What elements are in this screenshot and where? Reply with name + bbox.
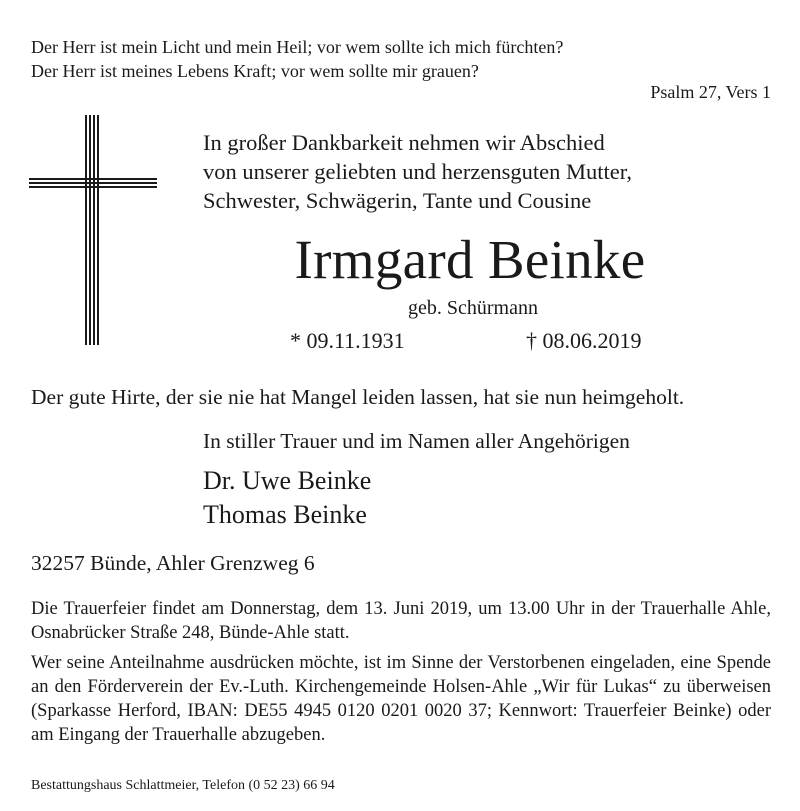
- verse-line-2: Der Herr ist meines Lebens Kraft; vor wem sollte mir grauen?: [31, 61, 479, 81]
- death-date: † 08.06.2019: [526, 328, 642, 353]
- funeral-notice: Die Trauerfeier findet am Donnerstag, dem 13. Juni 2019, um 13.00 Uhr in der Trauerhalle Ahle, Osnabrücker Straße 248, Bünde-Ahle statt.: [31, 599, 771, 643]
- maiden-name: geb. Schürmann: [408, 297, 538, 319]
- verse-reference: Psalm 27, Vers 1: [650, 82, 771, 102]
- intro-line-2: von unserer geliebten und herzensguten Mutter,: [203, 159, 632, 184]
- intro-line-3: Schwester, Schwägerin, Tante und Cousine: [203, 188, 592, 213]
- verse-line-1: Der Herr ist mein Licht und mein Heil; vor wem sollte ich mich fürchten?: [31, 37, 564, 57]
- signer-1: Dr. Uwe Beinke: [203, 466, 372, 495]
- intro-line-1: In großer Dankbarkeit nehmen wir Abschied: [203, 130, 605, 155]
- birth-date: * 09.11.1931: [290, 328, 405, 353]
- tribute-text: Der gute Hirte, der sie nie hat Mangel leiden lassen, hat sie nun heimgeholt.: [31, 385, 685, 409]
- mourning-line: In stiller Trauer und im Namen aller Angehörigen: [203, 429, 630, 453]
- address: 32257 Bünde, Ahler Grenzweg 6: [31, 551, 315, 575]
- donation-notice: Wer seine Anteilnahme ausdrücken möchte, ist im Sinne der Verstorbenen eingeladen, eine Spende an den Förderverein der Ev.-Luth. Kirchengemeinde Holsen-Ahle „Wir für Lukas“ zu überweisen (Sparkasse Herford, IBAN: DE55 4945 0120 0201 0020 37; Kennwort: Trauerfeier Beinke) oder am Eingang der Trauerhalle abzugeben.: [31, 653, 771, 745]
- deceased-name: Irmgard Beinke: [294, 229, 646, 290]
- signer-2: Thomas Beinke: [203, 500, 367, 529]
- funeral-home-footer: Bestattungshaus Schlattmeier, Telefon (0 52 23) 66 94: [31, 778, 335, 793]
